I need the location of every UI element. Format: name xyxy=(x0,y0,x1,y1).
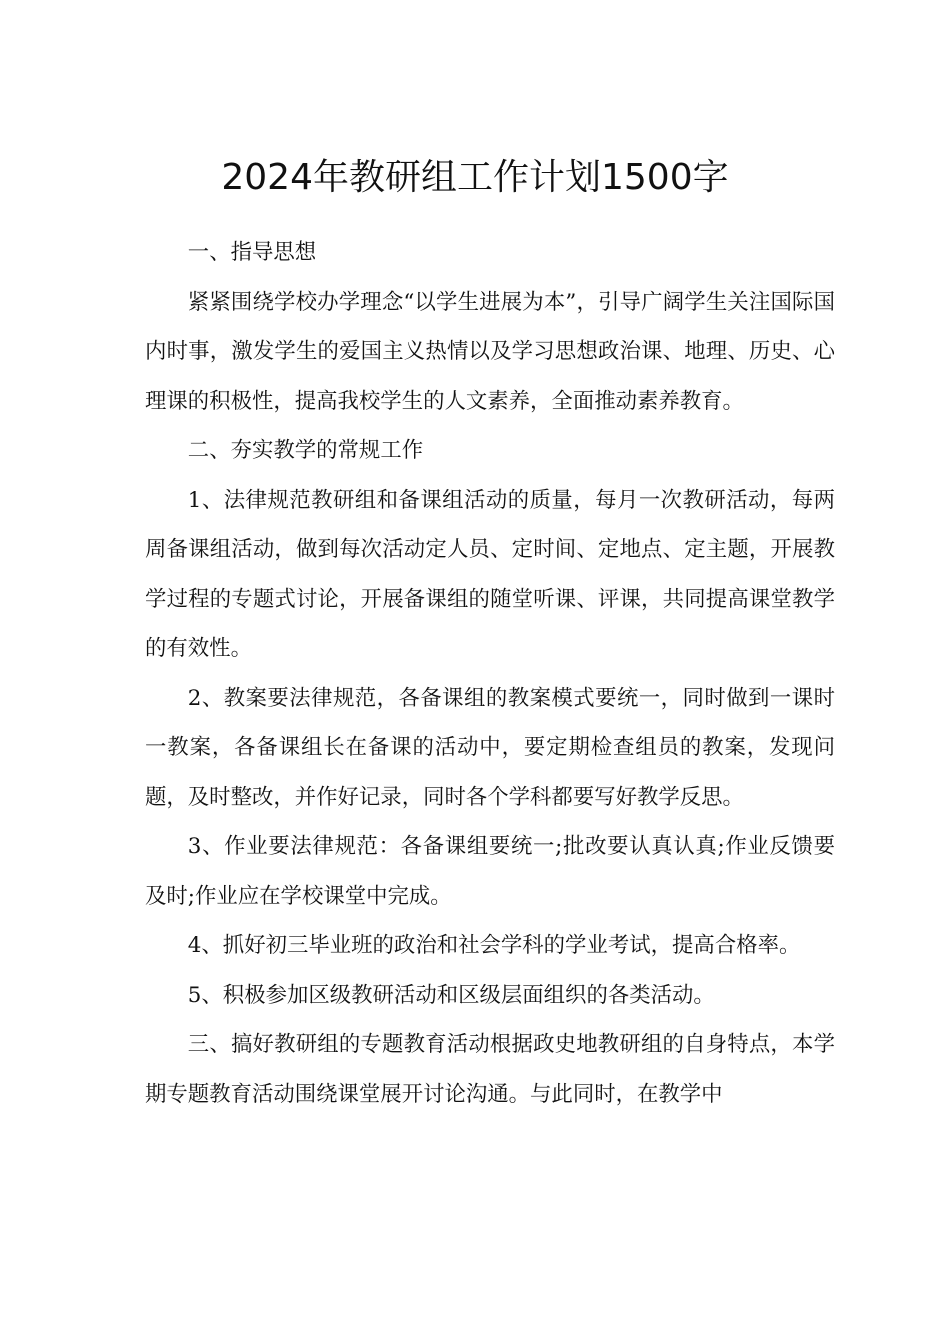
paragraph-item-3: 3、作业要法律规范：各备课组要统一;批改要认真认真;作业反馈要及时;作业应在学校课堂中完成。 xyxy=(145,834,835,909)
paragraph-item-5: 5、积极参加区级教研活动和区级层面组织的各类活动。 xyxy=(187,982,715,1008)
paragraph-item-2: 2、教案要法律规范，各备课组的教案模式要统一，同时做到一课时一教案，各备课组长在备课的活动中，要定期检查组员的教案，发现问题，及时整改，并作好记录，同时各个学科都要写好教学反思。 xyxy=(145,685,835,810)
document-title: 2024年教研组工作计划1500字 xyxy=(221,157,729,199)
document-body xyxy=(145,228,835,1119)
paragraph-item-1: 1、法律规范教研组和备课组活动的质量，每月一次教研活动，每两周备课组活动，做到每次活动定人员、定时间、定地点、定主题，开展教学过程的专题式讨论，开展备课组的随堂听课、评课，共同提高课堂教学的有效性。 xyxy=(145,487,835,661)
section-heading-special-education: 三、搞好教研组的专题教育活动根据政史地教研组的自身特点，本学期专题教育活动围绕课堂展开讨论沟通。与此同时，在教学中 xyxy=(145,1032,835,1107)
paragraph-guiding-ideology: 紧紧围绕学校办学理念“以学生进展为本”，引导广阔学生关注国际国内时事，激发学生的爱国主义热情以及学习思想政治课、地理、历史、心理课的积极性，提高我校学生的人文素养，全面推动素养教育。 xyxy=(145,289,835,414)
paragraph-item-4: 4、抓好初三毕业班的政治和社会学科的学业考试，提高合格率。 xyxy=(187,933,801,958)
section-heading-routine-work: 二、夯实教学的常规工作 xyxy=(187,438,424,463)
section-heading-guiding-ideology: 一、指导思想 xyxy=(187,240,317,265)
